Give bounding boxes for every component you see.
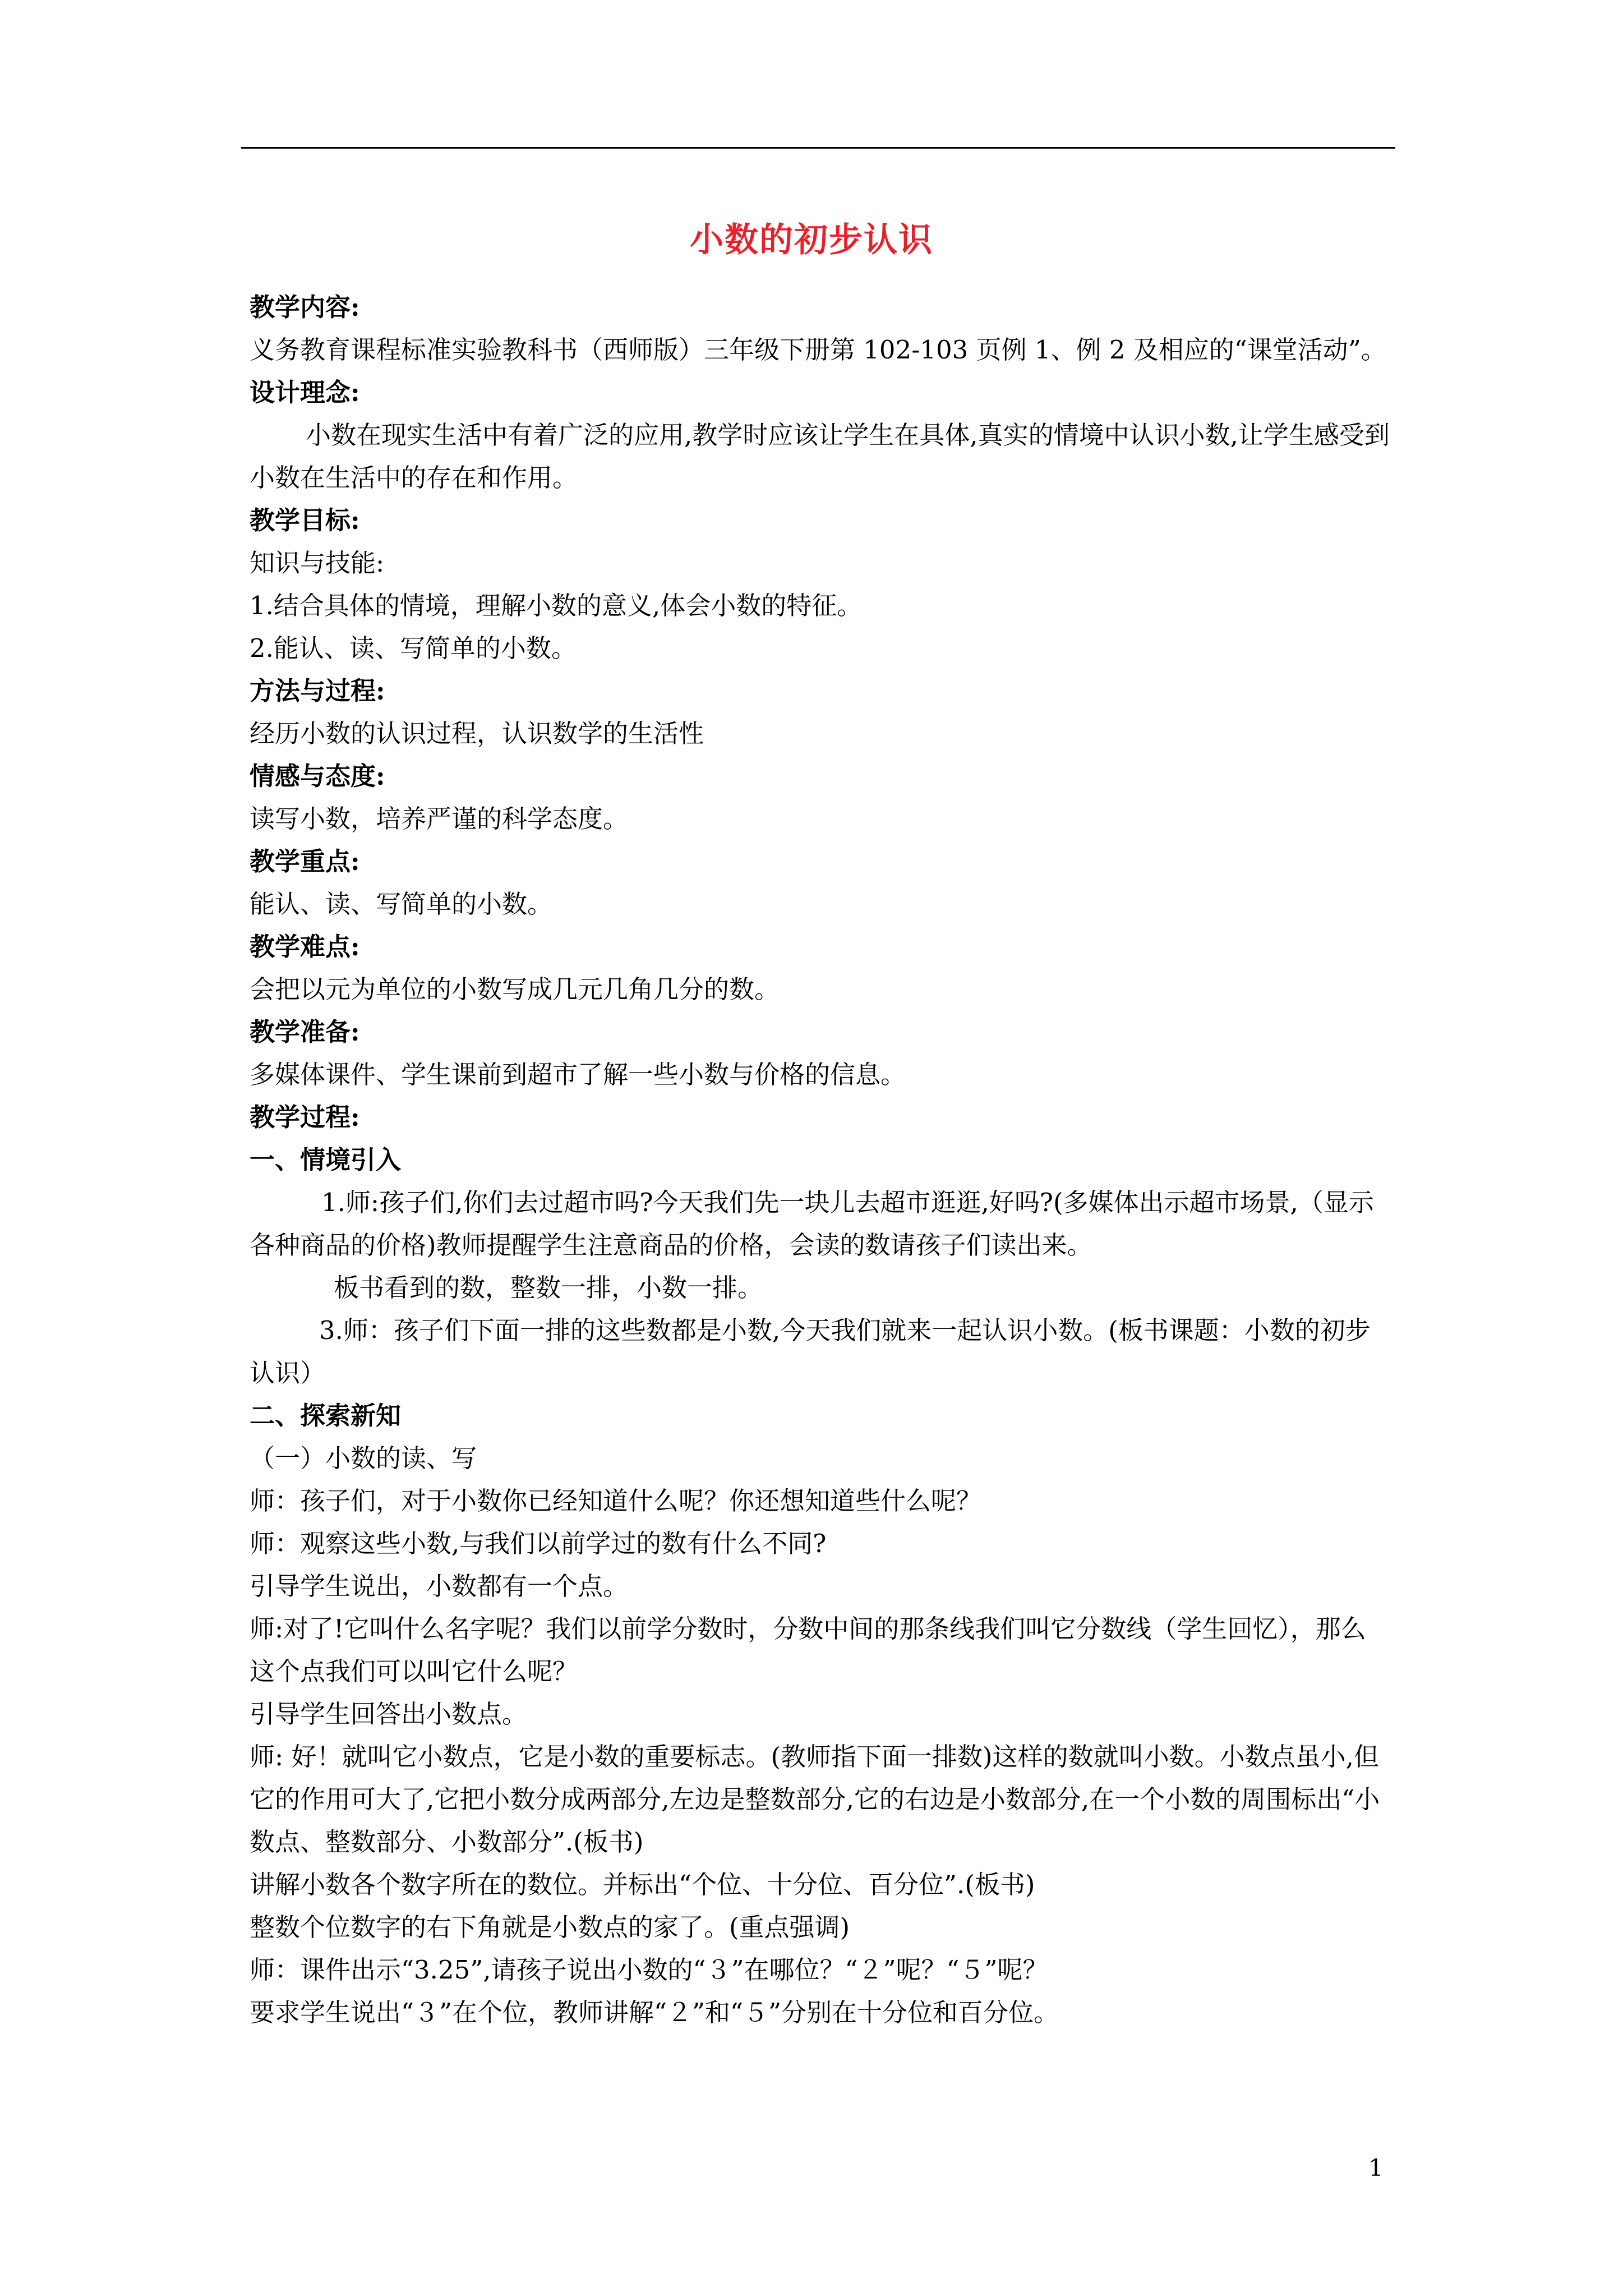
section-heading: 设计理念: [250,378,360,407]
section-heading: 教学准备: [250,1017,360,1047]
paragraph: 知识与技能: [250,548,385,578]
paragraph: 读写小数，培养严谨的科学态度。 [250,804,629,834]
section-heading: 一、情境引入 [250,1145,402,1175]
section-heading: 方法与过程: [250,676,385,706]
paragraph: 经历小数的认识过程，认识数学的生活性 [250,719,704,748]
paragraph: 义务教育课程标准实验教科书（西师版）三年级下册第 102-103 页例 1、例 2 及相应的“课堂活动”。 [250,335,1386,365]
paragraph: 小数在现实生活中有着广泛的应用,教学时应该让学生在具体,真实的情境中认识小数,让学生感受到小数在生活中的存在和作用。 [250,420,1390,493]
paragraph: 整数个位数字的右下角就是小数点的家了。(重点强调) [250,1912,850,1942]
section-heading: 教学目标: [250,505,360,535]
paragraph: 2.能认、读、写简单的小数。 [250,633,577,663]
paragraph: 师：课件出示“3.25”,请孩子说出小数的“３”在哪位？“２”呢？“５”呢？ [250,1955,1048,1985]
section-heading: 教学过程: [250,1102,360,1132]
paragraph: 1.结合具体的情境，理解小数的意义,体会小数的特征。 [250,591,863,620]
paragraph: 师:对了!它叫什么名字呢？我们以前学分数时，分数中间的那条线我们叫它分数线（学生回忆），那么这个点我们可以叫它什么呢？ [250,1614,1366,1686]
section-heading: 情感与态度: [250,761,385,791]
paragraph: 师：观察这些小数,与我们以前学过的数有什么不同? [250,1529,827,1558]
paragraph: 1.师:孩子们,你们去过超市吗?今天我们先一块儿去超市逛逛,好吗?(多媒体出示超市场景,（显示各种商品的价格)教师提醒学生注意商品的价格，会读的数请孩子们读出来。 [250,1188,1374,1260]
paragraph: 引导学生回答出小数点。 [250,1699,528,1729]
paragraph: 多媒体课件、学生课前到超市了解一些小数与价格的信息。 [250,1060,906,1089]
section-heading: 二、探索新知 [250,1401,402,1430]
paragraph: 师: 好！就叫它小数点，它是小数的重要标志。(教师指下面一排数)这样的数就叫小数。小数点虽小,但它的作用可大了,它把小数分成两部分,左边是整数部分,它的右边是小数部分,在一个小数的周围标出“小数点、整数部分、小数部分”.(板书) [250,1742,1380,1857]
paragraph: 会把以元为单位的小数写成几元几角几分的数。 [250,974,780,1004]
section-heading: 教学重点: [250,846,360,876]
section-heading: 教学内容: [250,292,360,322]
paragraph: （一）小数的读、写 [250,1443,477,1473]
paragraph: 讲解小数各个数字所在的数位。并标出“个位、十分位、百分位”.(板书) [250,1870,1035,1899]
page-title: 小数的初步认识 [690,220,933,260]
paragraph: 板书看到的数，整数一排，小数一排。 [334,1273,763,1303]
paragraph: 要求学生说出“３”在个位，教师讲解“２”和“５”分别在十分位和百分位。 [250,1998,1059,2027]
paragraph: 能认、读、写简单的小数。 [250,889,553,919]
page-number: 1 [1368,2154,1384,2182]
paragraph: 3.师：孩子们下面一排的这些数都是小数,今天我们就来一起认识小数。(板书课题：小数的初步认识） [250,1315,1371,1388]
header-rule [241,147,1395,149]
section-heading: 教学难点: [250,932,360,961]
paragraph: 师：孩子们，对于小数你已经知道什么呢？你还想知道些什么呢？ [250,1486,982,1516]
paragraph: 引导学生说出，小数都有一个点。 [250,1571,629,1601]
document-body [250,286,1391,2034]
